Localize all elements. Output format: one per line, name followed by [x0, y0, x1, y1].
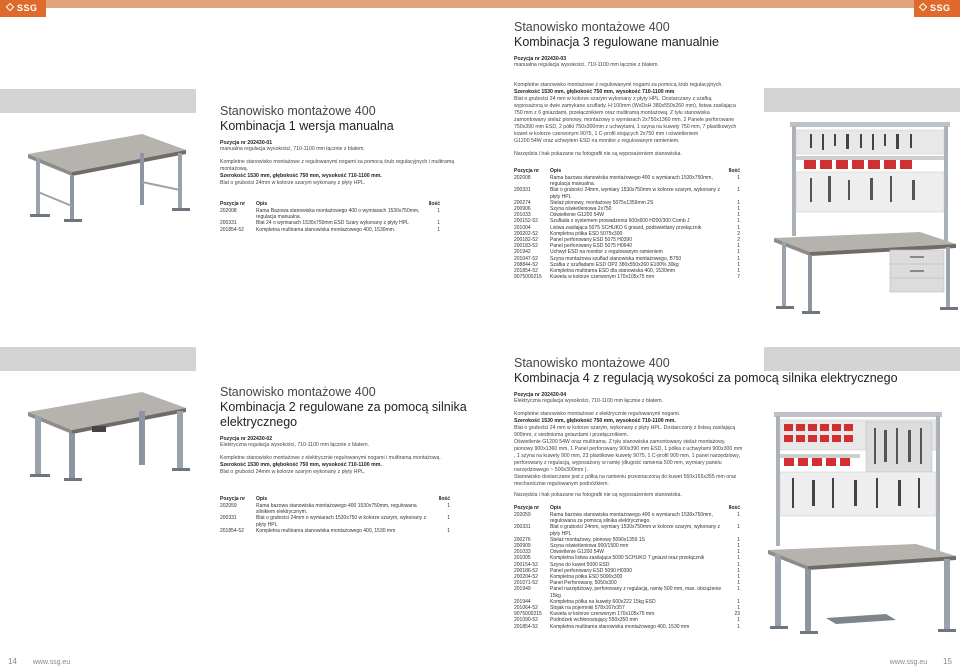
grey-band: [764, 347, 960, 371]
regulation-text: manualna regulacja wysokości, 710-1100 mm łącznie z blatem.: [514, 62, 659, 68]
footer-link[interactable]: www.ssg.eu: [32, 659, 71, 666]
table-row: 200331 Blat o grubości 24mm o wymiarach 1530x750 w kolorze szarym, wykonany z płyty HPL 1: [220, 515, 450, 528]
section-combination-2: [220, 385, 470, 534]
right-page: [480, 0, 960, 672]
description: Kompletne stanowisko montażowe z regulowanymi nogami za pomocą śrub regulacyjnych i multiramą montażową.: [220, 159, 455, 172]
section-title: Stanowisko montażowe 400: [514, 356, 670, 370]
workbench-photo-cabinet: [770, 120, 960, 316]
grey-band: [0, 89, 196, 113]
table-row: 200331 Blat o grubości 24mm, wymiary 1530x750mm w kolorze szarym, wykonany z płyty HPL 1: [514, 187, 740, 200]
section-subtitle: Kombinacja 1 wersja manualna: [220, 119, 394, 133]
grey-band: [0, 347, 196, 371]
table-row: 200331 Blat o grubości 24mm, wymiary 1530x750mm w kolorze szarym, wykonany z płyty HPL 1: [514, 524, 740, 537]
description: Kompletne stanowisko montażowe z regulowanymi nogami za pomocą śrub regulacyjnych.: [514, 82, 723, 88]
description-top: Blat o grubości 24mm w kolorze szarym wykonany z płyty HPL.: [220, 469, 366, 475]
description-dimensions: Szerokość 1530 mm, głębokość 750 mm, wysokość 710-1100 mm.: [220, 462, 382, 468]
table-row: 202008 Rama bazowa stanowiska montażowego 400 o wymiarach 1530x750mm, regulacja manualna. 1: [514, 175, 740, 188]
workbench-photo-electric: [22, 378, 190, 482]
table-row: 200331 Blat 24 o wymiarach 1530x750mm ESD Szary wykonany z płyty HPL 1: [220, 220, 440, 227]
table-row: 208844-52 Szafka z szufladami ESD OP2 380x550x260 E100% 30kg 1: [514, 261, 740, 268]
description: Kompletne stanowisko montażowe z elektrycznie regulowanymi nogami.: [514, 411, 681, 417]
description-details: Blat o grubości 24 mm w kolorze szarym wykonany z płyty HPL. Dostarczany z szafką wyposażoną w dwie zamykane szuflady. H:100mm (WxDxH 380x550x260 mm), listwa zasilająca 750 mm z 6 gniazdami, przełącznikiem oraz multiramą montażową. Z tyłu stanowiska zamontowany stelaż pionowy, montażowy o wymiarach 2x750x1360 mm, 2 Panele perforowane 750x390 mm ESD, 2 półki 750x300mm z uchwytami, 1 szyna na kuwety 750 mm, 7 plastikowych kuwet w kolorze czerwonym 9075, 1 C-profil stojących 2x750 mm i oświetleniem: [514, 96, 737, 137]
table-row: 201047-52 Szyna montażowa szuflad stanowiska montażowego, B750 1: [514, 255, 740, 262]
table-row: 200183-52 Panel perforowany ESD 5075 H0640 1: [514, 243, 740, 250]
table-row: 201854-52 Kompletna multirama stanowiska montażowego 400, 1530mm. 1: [220, 226, 440, 233]
regulation-text: Elektryczna regulacja wysokości, 710-1100 mm łącznie z blatem.: [514, 398, 663, 404]
top-accent-band: [480, 0, 960, 8]
table-row: 200274 Stelaż pionowy, montażowy 5075x1359mm 2S 1: [514, 199, 740, 206]
parts-table: Pozycja nr Opis Ilość 202008 Rama bazowa stanowiska montażowego 400 o wymiarach 1530x750mm, regulacja manualna. 1 200331 Blat o grubości 24mm, wymiary 1530x750mm w kolorze szarym, wykonany z płyty HPL 1 200274 Stelaż pionowy, montażowy 5075x1359mm 2S 1 200906 Szyna oświetleniowa 2x750 1 201033 Oświetlenie G1200 54W 1 200152-52 Szuflada z systemem prowadzenia 600x600 H200/300 Comb J 1 201004 Listwa zasilająca 5075 SCHUKO 6 gniazd, podświetlany przełącznik 1 200202-52 Kompletna półka ESD 5075x300 2 200182-52 Panel perforowany ESD 5075 H0390 2 200183-52 Panel perforowany ESD 5075 H0640 1 201942 Uchwyt ESD na monitor z regulowanym ramieniem 1 201047-52 Szyna montażowa szuflad stanowiska montażowego, B750 1 208844-52 Szafka z szufladami ESD OP2 380x550x260 E100% 30kg 1 201854-52 Kompletna multirama ESD dla stanowiska 400, 1530mm 1 9075000215 Kuweta w kolorze czerwonym 170x105x75 mm 7: [514, 168, 740, 281]
table-row: 201944 Kompletna półka na kuwety 600x222 15kg ESD 1: [514, 598, 740, 605]
section-combination-3: [514, 82, 740, 280]
section-subtitle: Kombinacja 2 regulowane za pomocą silnika elektrycznego: [220, 400, 467, 429]
table-row: 201064-52 Stojak na pojemniki 578x167x357 1: [514, 605, 740, 612]
table-row: 201033 Oświetlenie G1200 54W 1: [514, 212, 740, 219]
ssg-logo[interactable]: SSG: [914, 0, 960, 17]
footer-link[interactable]: www.ssg.eu: [889, 659, 928, 666]
table-row: 201854-52 Kompletna multirama ESD dla stanowiska 400, 1530mm 1: [514, 268, 740, 275]
position-number: Pozycja nr 202430-03: [514, 56, 567, 62]
page-footer: [8, 657, 70, 666]
table-row: 9075000215 Kuweta w kolorze czerwonym 170x105x75 mm 23: [514, 611, 740, 618]
table-row: 200204-52 Kompletna półka ESD 5090x300 1: [514, 574, 740, 581]
table-row: 202008 Rama Bazowa stanowiska montażowego 400 o wymiarach 1530x750mm, regulacja manualna. 1: [220, 208, 440, 221]
table-row: 201004 Listwa zasilająca 5075 SCHUKO 6 gniazd, podświetlany przełącznik 1: [514, 224, 740, 231]
table-row: 202059 Rama bazowa stanowiska montażowego 400 o wymiarach 1530x750mm, regulowana za pomocą silnika elektrycznego. 1: [514, 512, 740, 525]
table-row: 201854-52 Kompletna multirama stanowiska montażowego 400, 1530 mm 1: [514, 623, 740, 630]
description-lighting: G1200 54W oraz uchwytem ESD na monitor z regulowanym ramieniem.: [514, 138, 680, 144]
table-row: 201071-52 Panel Perforowany, 5050x300 1: [514, 580, 740, 587]
table-row: 200182-52 Panel perforowany ESD 5075 H0390 2: [514, 237, 740, 244]
section-title: Stanowisko montażowe 400: [514, 20, 670, 34]
table-row: 201949 Panel narzędziowy, perforowany z regulacją, ramię 500 mm, max. obciążenie 15kg 1: [514, 586, 740, 599]
table-row: 202059 Rama bazowa stanowiska montażowego 400 1530x750mm, regulowana silnikiem elektrycznym. 1: [220, 503, 450, 516]
description-shelf: Stanowisko dostarczane jest z półką na ramieniu przeznaczoną do kuwet 560x165x355 mm oraz mechanicznie regulowanym podnóżkiem.: [514, 474, 737, 487]
table-row: 200909 Szyna oświetleniowa 900/1500 mm 1: [514, 543, 740, 550]
section-title: Stanowisko montażowe 400: [220, 104, 376, 118]
description: Kompletne stanowisko montażowe z elektrycznie regulowanymi nogami i multiramą montażową.: [220, 455, 441, 461]
parts-table: Pozycja nr Opis Ilość 202059 Rama bazowa stanowiska montażowego 400 o wymiarach 1530x750mm, regulowana za pomocą silnika elektrycznego. 1 200331 Blat o grubości 24mm, wymiary 1530x750mm w kolorze szarym, wykonany z płyty HPL 1 200276 Stelaż montażowy, pionowy 5090x1359 1S 1 200909 Szyna oświetleniowa 900/1500 mm 1 201033 Oświetlenie G1200 54W 1 201005 Kompletna listwa zasilająca 5090 SCHUKO 7 gniazd oraz przełącznik 1 200154-52 Szyna do kuwet 5090 ESD 1 200186-52 Panel perforowany ESD 5090 H0390 1 200204-52 Kompletna półka ESD 5090x300 1 201071-52 Panel Perforowany, 5050x300 1 201949 Panel narzędziowy, perforowany z regulacją, ramię 500 mm, max. obciążenie 15kg 1 201944 Kompletna półka na kuwety 600x222 15kg ESD 1 201064-52 Stojak na pojemniki 578x167x357 1 9075000215 Kuweta w kolorze czerwonym 170x105x75 mm 23 201090-52 Podnóżek wchłonostujący 550x350 mm 1 201854-52 Kompletna multirama stanowiska montażowego 400, 1530 mm 1: [514, 505, 740, 630]
page-footer: [890, 657, 952, 666]
table-row: 9075000215 Kuweta w kolorze czerwonym 170x105x75 mm 7: [514, 274, 740, 281]
table-row: 201005 Kompletna listwa zasilająca 5090 SCHUKO 7 gniazd oraz przełącznik 1: [514, 555, 740, 562]
description-top: Blat o grubości 24mm w kolorze szarym wykonany z płyty HPL.: [220, 180, 366, 186]
grey-band: [764, 88, 960, 112]
table-row: 201090-52 Podnóżek wchłonostujący 550x350 mm 1: [514, 617, 740, 624]
ssg-logo[interactable]: SSG: [0, 0, 46, 17]
regulation-text: Elektryczna regulacja wysokości, 710-1100 mm łącznie z blatem.: [220, 442, 369, 448]
table-row: 200906 Szyna oświetleniowa 2x750 1: [514, 206, 740, 213]
section-subtitle: Kombinacja 3 regulowane manualnie: [514, 35, 719, 49]
tools-note: Narzędzia i hak pokazane na fotografii nie są wyposażeniem stanowiska.: [514, 151, 682, 157]
section-combination-1: [220, 104, 470, 233]
description-dimensions: Szerokość 1530 mm, głębokość 750 mm, wysokość 710-1100 mm.: [220, 173, 382, 179]
description-dimensions: Szerokość 1530 mm, głębokość 750 mm, wysokość 710-1100 mm.: [514, 418, 676, 424]
workbench-photo-manual: [22, 120, 190, 222]
parts-table: Pozycja nr Opis Ilość 202059 Rama bazowa stanowiska montażowego 400 1530x750mm, regulowana silnikiem elektrycznym. 1 200331 Blat o grubości 24mm o wymiarach 1530x750 w kolorze szarym, wykonany z płyty HPL 1 201854-52 Kompletna multirama stanowiska montażowego 400, 1530 mm 1: [220, 496, 450, 534]
page-number: 14: [8, 657, 17, 666]
table-row: 201033 Oświetlenie G1200 54W 1: [514, 549, 740, 556]
table-row: 200152-52 Szuflada z systemem prowadzenia 600x600 H200/300 Comb J 1: [514, 218, 740, 225]
position-number: Pozycja nr 202430-01: [220, 140, 273, 146]
description-dimensions: Szerokość 1530 mm, głębokość 750 mm, wysokość 710-1100 mm: [514, 89, 675, 95]
table-row: 200202-52 Kompletna półka ESD 5075x300 2: [514, 230, 740, 237]
top-accent-band: [0, 0, 480, 8]
table-row: 200276 Stelaż montażowy, pionowy 5090x1359 1S 1: [514, 536, 740, 543]
description-details: Oświetlenie G1200 54W oraz multirama. Z tyłu stanowiska zamontowany stelaż montażowy, pionowy 900x1360 mm, 1 Panel perforowany 900x390 mm ESD, 1 półka z uchwytami 900x300 mm , 1 szyna na kuwety 900 mm, 23 plastikowe kuwety 9075, 1 C-profil 900 mm, 1 panel narzędziowy, perforowany z regulacją, wyposażony w ramię (długość ramienia 500 mm, wymiary panelu narzędziowego ~ 500x300mm ).: [514, 439, 743, 473]
regulation-text: manualna regulacja wysokości, 710-1100 mm łącznie z blatem.: [220, 146, 365, 152]
table-row: 200154-52 Szyna do kuwet 5090 ESD 1: [514, 561, 740, 568]
section-combination-4: [514, 356, 898, 630]
parts-table: Pozycja nr Opis Ilość 202008 Rama Bazowa stanowiska montażowego 400 o wymiarach 1530x750mm, regulacja manualna. 1 200331 Blat 24 o wymiarach 1530x750mm ESD Szary wykonany z płyty HPL 1 201854-52 Kompletna multirama stanowiska montażowego 400, 1530mm. 1: [220, 201, 440, 233]
description-top: Blat o grubości 24 mm w kolorze szarym, wykonany z płyty HPL. Dostarczany z listwą zasilającą 900mm, z siedmioma gniazdami i przełącznikiem.: [514, 425, 736, 438]
workbench-photo-electric-panel: [766, 408, 960, 640]
page-number: 15: [943, 657, 952, 666]
section-subtitle: Kombinacja 4 z regulacją wysokości za pomocą silnika elektrycznego: [514, 371, 898, 385]
tools-note: Narzędzia i hak pokazane na fotografii nie są wyposażeniem stanowiska.: [514, 492, 682, 498]
position-number: Pozycja nr 202430-02: [220, 436, 273, 442]
position-number: Pozycja nr 202430-04: [514, 392, 567, 398]
section-combination-3-header: [514, 20, 814, 69]
table-row: 201854-52 Kompletna multirama stanowiska montażowego 400, 1530 mm 1: [220, 527, 450, 534]
table-row: 201942 Uchwyt ESD na monitor z regulowanym ramieniem 1: [514, 249, 740, 256]
table-row: 200186-52 Panel perforowany ESD 5090 H0390 1: [514, 567, 740, 574]
section-title: Stanowisko montażowe 400: [220, 385, 376, 399]
